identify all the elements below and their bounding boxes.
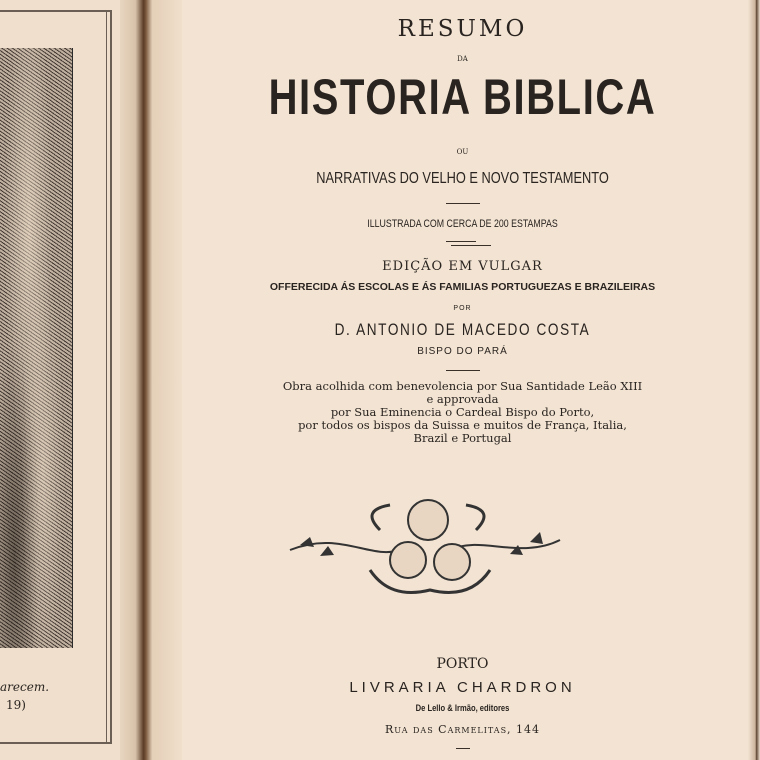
approval-text xyxy=(180,380,745,445)
publisher: LIVRARIA CHARDRON xyxy=(349,679,576,696)
approval-line: Brazil e Portugal xyxy=(413,431,512,445)
caption-line: arecem. xyxy=(0,680,50,694)
approval-line: Obra acolhida com benevolencia por Sua Santidade Leão XIII xyxy=(282,379,643,393)
title-ou: OU xyxy=(456,148,469,156)
author: D. ANTONIO DE MACEDO COSTA xyxy=(334,320,591,339)
illustrated-note: ILLUSTRADA COM CERCA DE 200 ESTAMPAS xyxy=(367,218,558,230)
subtitle: NARRATIVAS DO VELHO E NOVO TESTAMENTO xyxy=(316,170,609,187)
por: POR xyxy=(453,305,472,312)
title-top: RESUMO xyxy=(397,16,528,42)
engraving-illustration xyxy=(0,48,73,648)
book-spine xyxy=(120,0,182,760)
address: Rua das Carmelitas, 144 xyxy=(384,723,541,736)
offered-line: OFFERECIDA ÁS ESCOLAS E ÁS FAMILIAS PORTUGUEZAS E BRAZILEIRAS xyxy=(269,281,656,293)
left-page xyxy=(0,0,138,760)
main-title: HISTORIA BIBLICA xyxy=(268,69,657,125)
approval-line: e approvada xyxy=(426,392,499,406)
author-title: BISPO DO PARÁ xyxy=(417,346,508,357)
approval-line: por Sua Eminencia o Cardeal Bispo do Porto, xyxy=(330,405,595,419)
divider xyxy=(446,241,476,242)
divider xyxy=(451,245,491,246)
divider xyxy=(446,370,480,371)
divider xyxy=(446,203,480,204)
edition: EDIÇÃO EM VULGAR xyxy=(382,259,543,274)
title-page xyxy=(180,0,745,760)
page-edge xyxy=(748,0,760,760)
cherubs-ornament xyxy=(280,490,570,610)
divider xyxy=(456,748,470,749)
title-da: DA xyxy=(457,55,468,63)
city: PORTO xyxy=(436,656,489,672)
approval-line: por todos os bispos da Suissa e muitos de França, Italia, xyxy=(298,418,627,432)
editors: De Lello & Irmão, editores xyxy=(415,703,510,714)
caption-line: 19) xyxy=(6,698,26,712)
